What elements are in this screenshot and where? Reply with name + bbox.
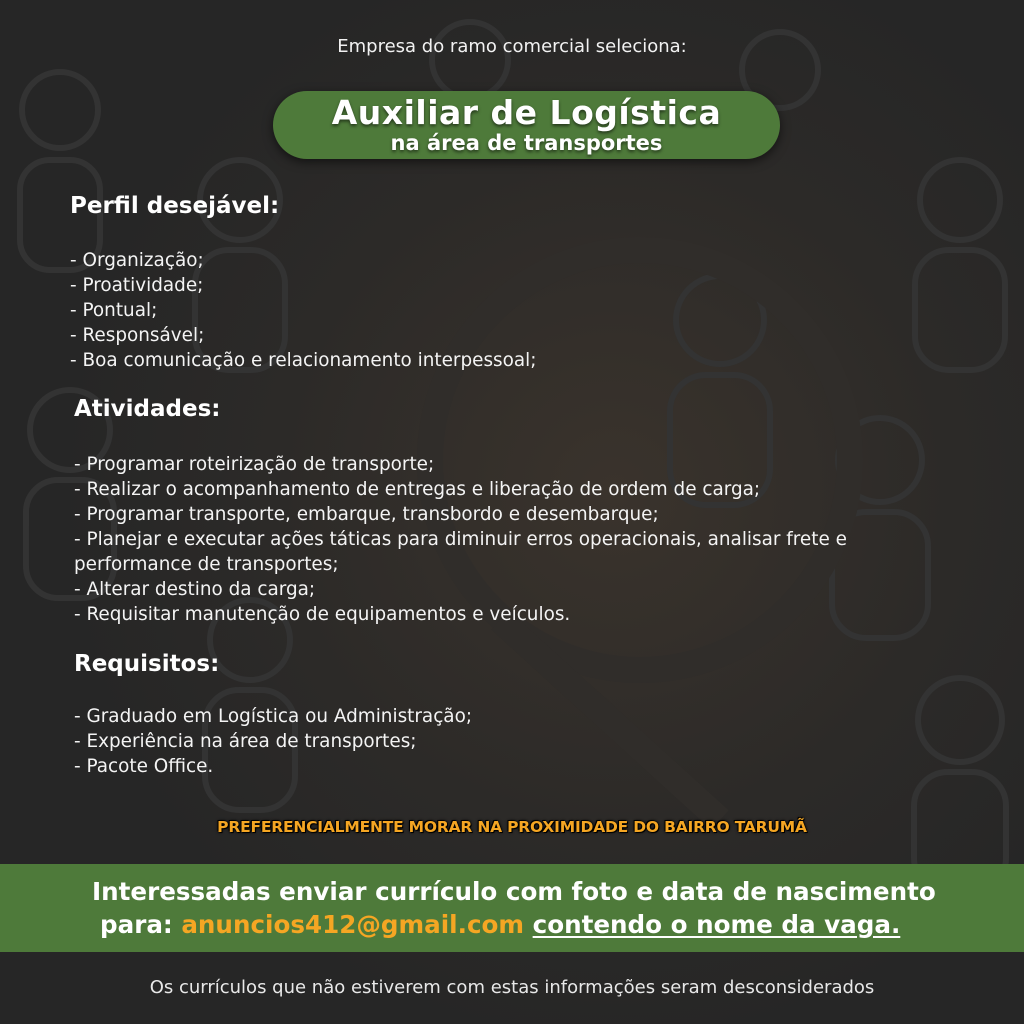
location-notice: PREFERENCIALMENTE MORAR NA PROXIMIDADE DO BAIRRO TARUMÃ xyxy=(217,818,807,836)
cta-subject-note: contendo o nome da vaga. xyxy=(532,910,901,939)
list-item: - Boa comunicação e relacionamento interpessoal; xyxy=(70,350,537,371)
job-subtitle: na área de transportes xyxy=(390,131,663,155)
list-item: - Alterar destino da carga; xyxy=(74,579,316,600)
list-item: - Planejar e executar ações táticas para diminuir erros operacionais, analisar frete e xyxy=(74,529,847,550)
list-item: performance de transportes; xyxy=(74,554,339,575)
list-item: - Programar transporte, embarque, transbordo e desembarque; xyxy=(74,504,659,525)
list-item: - Experiência na área de transportes; xyxy=(74,731,417,752)
list-item: - Proatividade; xyxy=(70,275,204,296)
cta-instruction: Interessadas enviar currículo com foto e data de nascimento xyxy=(92,877,936,906)
requisitos-heading: Requisitos: xyxy=(74,651,220,677)
cta-contact-line xyxy=(100,910,980,939)
list-item: - Organização; xyxy=(70,250,204,271)
perfil-list xyxy=(70,248,536,373)
footer-disclaimer: Os currículos que não estiverem com estas informações seram desconsiderados xyxy=(149,977,875,998)
atividades-heading: Atividades: xyxy=(74,396,221,422)
perfil-heading: Perfil desejável: xyxy=(70,193,280,219)
cta-banner xyxy=(0,864,1024,952)
cta-prefix: para: xyxy=(100,910,182,939)
atividades-list xyxy=(74,452,847,627)
list-item: - Programar roteirização de transporte; xyxy=(74,454,435,475)
list-item: - Realizar o acompanhamento de entregas e liberação de ordem de carga; xyxy=(74,479,761,500)
list-item: - Pontual; xyxy=(70,300,158,321)
intro-text: Empresa do ramo comercial seleciona: xyxy=(337,36,687,57)
requisitos-list xyxy=(74,704,472,779)
list-item: - Responsável; xyxy=(70,325,205,346)
job-title-banner xyxy=(273,91,780,159)
job-title: Auxiliar de Logística xyxy=(331,93,722,132)
contact-email-link[interactable]: anuncios412@gmail.com xyxy=(181,910,525,939)
list-item: - Pacote Office. xyxy=(74,756,214,777)
list-item: - Requisitar manutenção de equipamentos e veículos. xyxy=(74,604,571,625)
list-item: - Graduado em Logística ou Administração; xyxy=(74,706,473,727)
